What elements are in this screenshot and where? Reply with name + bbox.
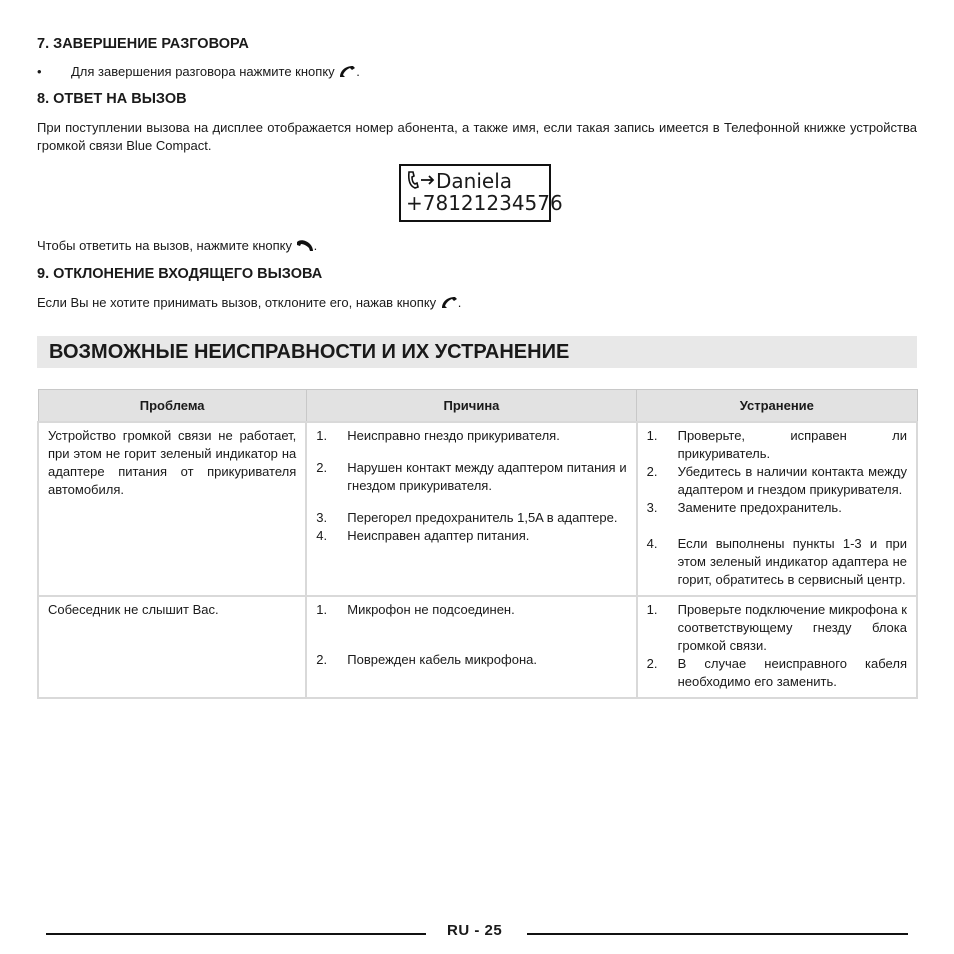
section-8-paragraph: При поступлении вызова на дисплее отображается номер абонента, а также имя, если такая запись имеется в Телефонной книжке устройства громкой связи Blue Compact. — [37, 120, 917, 153]
item-text: Проверьте подключение микрофона к соответствующему гнезду блока громкой связи. — [677, 602, 907, 653]
answer-call-icon — [296, 239, 314, 257]
list-item — [316, 651, 626, 669]
item-number: 4. — [646, 536, 658, 551]
list-item — [647, 655, 907, 691]
problem-cell: Собеседник не слышит Вас. — [38, 596, 306, 698]
table-row — [38, 596, 917, 698]
item-text: Неисправно гнездо прикуривателя. — [347, 428, 560, 443]
header-cause: Причина — [306, 390, 636, 423]
footer-rule-left — [46, 933, 426, 935]
list-item — [647, 499, 907, 517]
answer-line — [37, 237, 917, 257]
fix-cell — [637, 422, 917, 596]
troubleshooting-banner — [37, 336, 917, 368]
item-number: 2. — [646, 464, 658, 479]
reject-line — [37, 294, 917, 314]
header-problem: Проблема — [38, 390, 306, 423]
item-number: 3. — [316, 510, 328, 525]
item-number: 2. — [316, 652, 328, 667]
end-call-icon — [440, 296, 458, 314]
troubleshooting-title: ВОЗМОЖНЫЕ НЕИСПРАВНОСТИ И ИХ УСТРАНЕНИЕ — [49, 341, 570, 363]
item-number: 2. — [316, 460, 328, 475]
section-7-text — [71, 63, 360, 83]
problem-cell: Устройство громкой связи не работает, при этом не горит зеленый индикатор на адаптере питания от прикуривателя автомобиля. — [38, 422, 306, 596]
bullet-dot: • — [37, 64, 42, 79]
item-text: Если выполнены пункты 1-3 и при этом зеленый индикатор адаптера не горит, обратитесь в сервисный центр. — [677, 536, 907, 587]
section-8-heading: 8. ОТВЕТ НА ВЫЗОВ — [37, 91, 187, 107]
period: . — [457, 295, 462, 310]
list-item — [316, 459, 626, 495]
list-item — [647, 463, 907, 499]
item-text: Неисправен адаптер питания. — [347, 528, 530, 543]
period: . — [313, 238, 318, 253]
item-text: Микрофон не подсоединен. — [347, 602, 515, 617]
period: . — [356, 64, 360, 79]
item-text: В случае неисправного кабеля необходимо его заменить. — [677, 656, 907, 689]
display-caller-name: Daniela — [436, 169, 513, 193]
table-header-row — [38, 390, 917, 423]
list-item — [647, 535, 907, 589]
footer-rule-right — [527, 933, 908, 935]
item-number: 1. — [646, 428, 658, 443]
section-9-heading: 9. ОТКЛОНЕНИЕ ВХОДЯЩЕГО ВЫЗОВА — [37, 266, 323, 282]
item-text: Нарушен контакт между адаптером питания и гнездом прикуривателя. — [347, 460, 627, 493]
page-number: RU - 25 — [447, 922, 503, 939]
list-item — [316, 427, 626, 445]
list-item — [316, 527, 626, 545]
item-number: 4. — [316, 528, 328, 543]
display-name-row — [406, 170, 549, 192]
list-item — [647, 427, 907, 463]
item-text: Проверьте, исправен ли прикуриватель. — [677, 428, 907, 461]
fix-cell — [637, 596, 917, 698]
table-row — [38, 422, 917, 596]
incoming-call-icon — [406, 170, 436, 190]
section-7-heading: 7. ЗАВЕРШЕНИЕ РАЗГОВОРА — [37, 36, 249, 52]
item-text: Перегорел предохранитель 1,5A в адаптере. — [347, 510, 618, 525]
reject-instruction: Если Вы не хотите принимать вызов, отклоните его, нажав кнопку — [37, 295, 437, 310]
item-number: 1. — [316, 602, 328, 617]
item-text: Убедитесь в наличии контакта между адаптером и гнездом прикуривателя. — [677, 464, 907, 497]
list-item — [316, 509, 626, 527]
item-number: 1. — [646, 602, 658, 617]
list-item — [647, 601, 907, 655]
item-number: 2. — [646, 656, 658, 671]
header-fix: Устранение — [637, 390, 917, 423]
phone-display — [399, 164, 563, 222]
item-number: 1. — [316, 428, 328, 443]
display-caller-number: +78121234576 — [406, 191, 563, 215]
item-text: Замените предохранитель. — [677, 500, 842, 515]
end-call-icon — [338, 65, 356, 83]
item-number: 3. — [646, 500, 658, 515]
troubleshooting-table — [37, 389, 918, 699]
answer-instruction: Чтобы ответить на вызов, нажмите кнопку — [37, 238, 292, 253]
cause-cell — [306, 596, 636, 698]
item-text: Поврежден кабель микрофона. — [347, 652, 537, 667]
list-item — [316, 601, 626, 619]
end-call-instruction: Для завершения разговора нажмите кнопку — [71, 64, 335, 79]
cause-cell — [306, 422, 636, 596]
